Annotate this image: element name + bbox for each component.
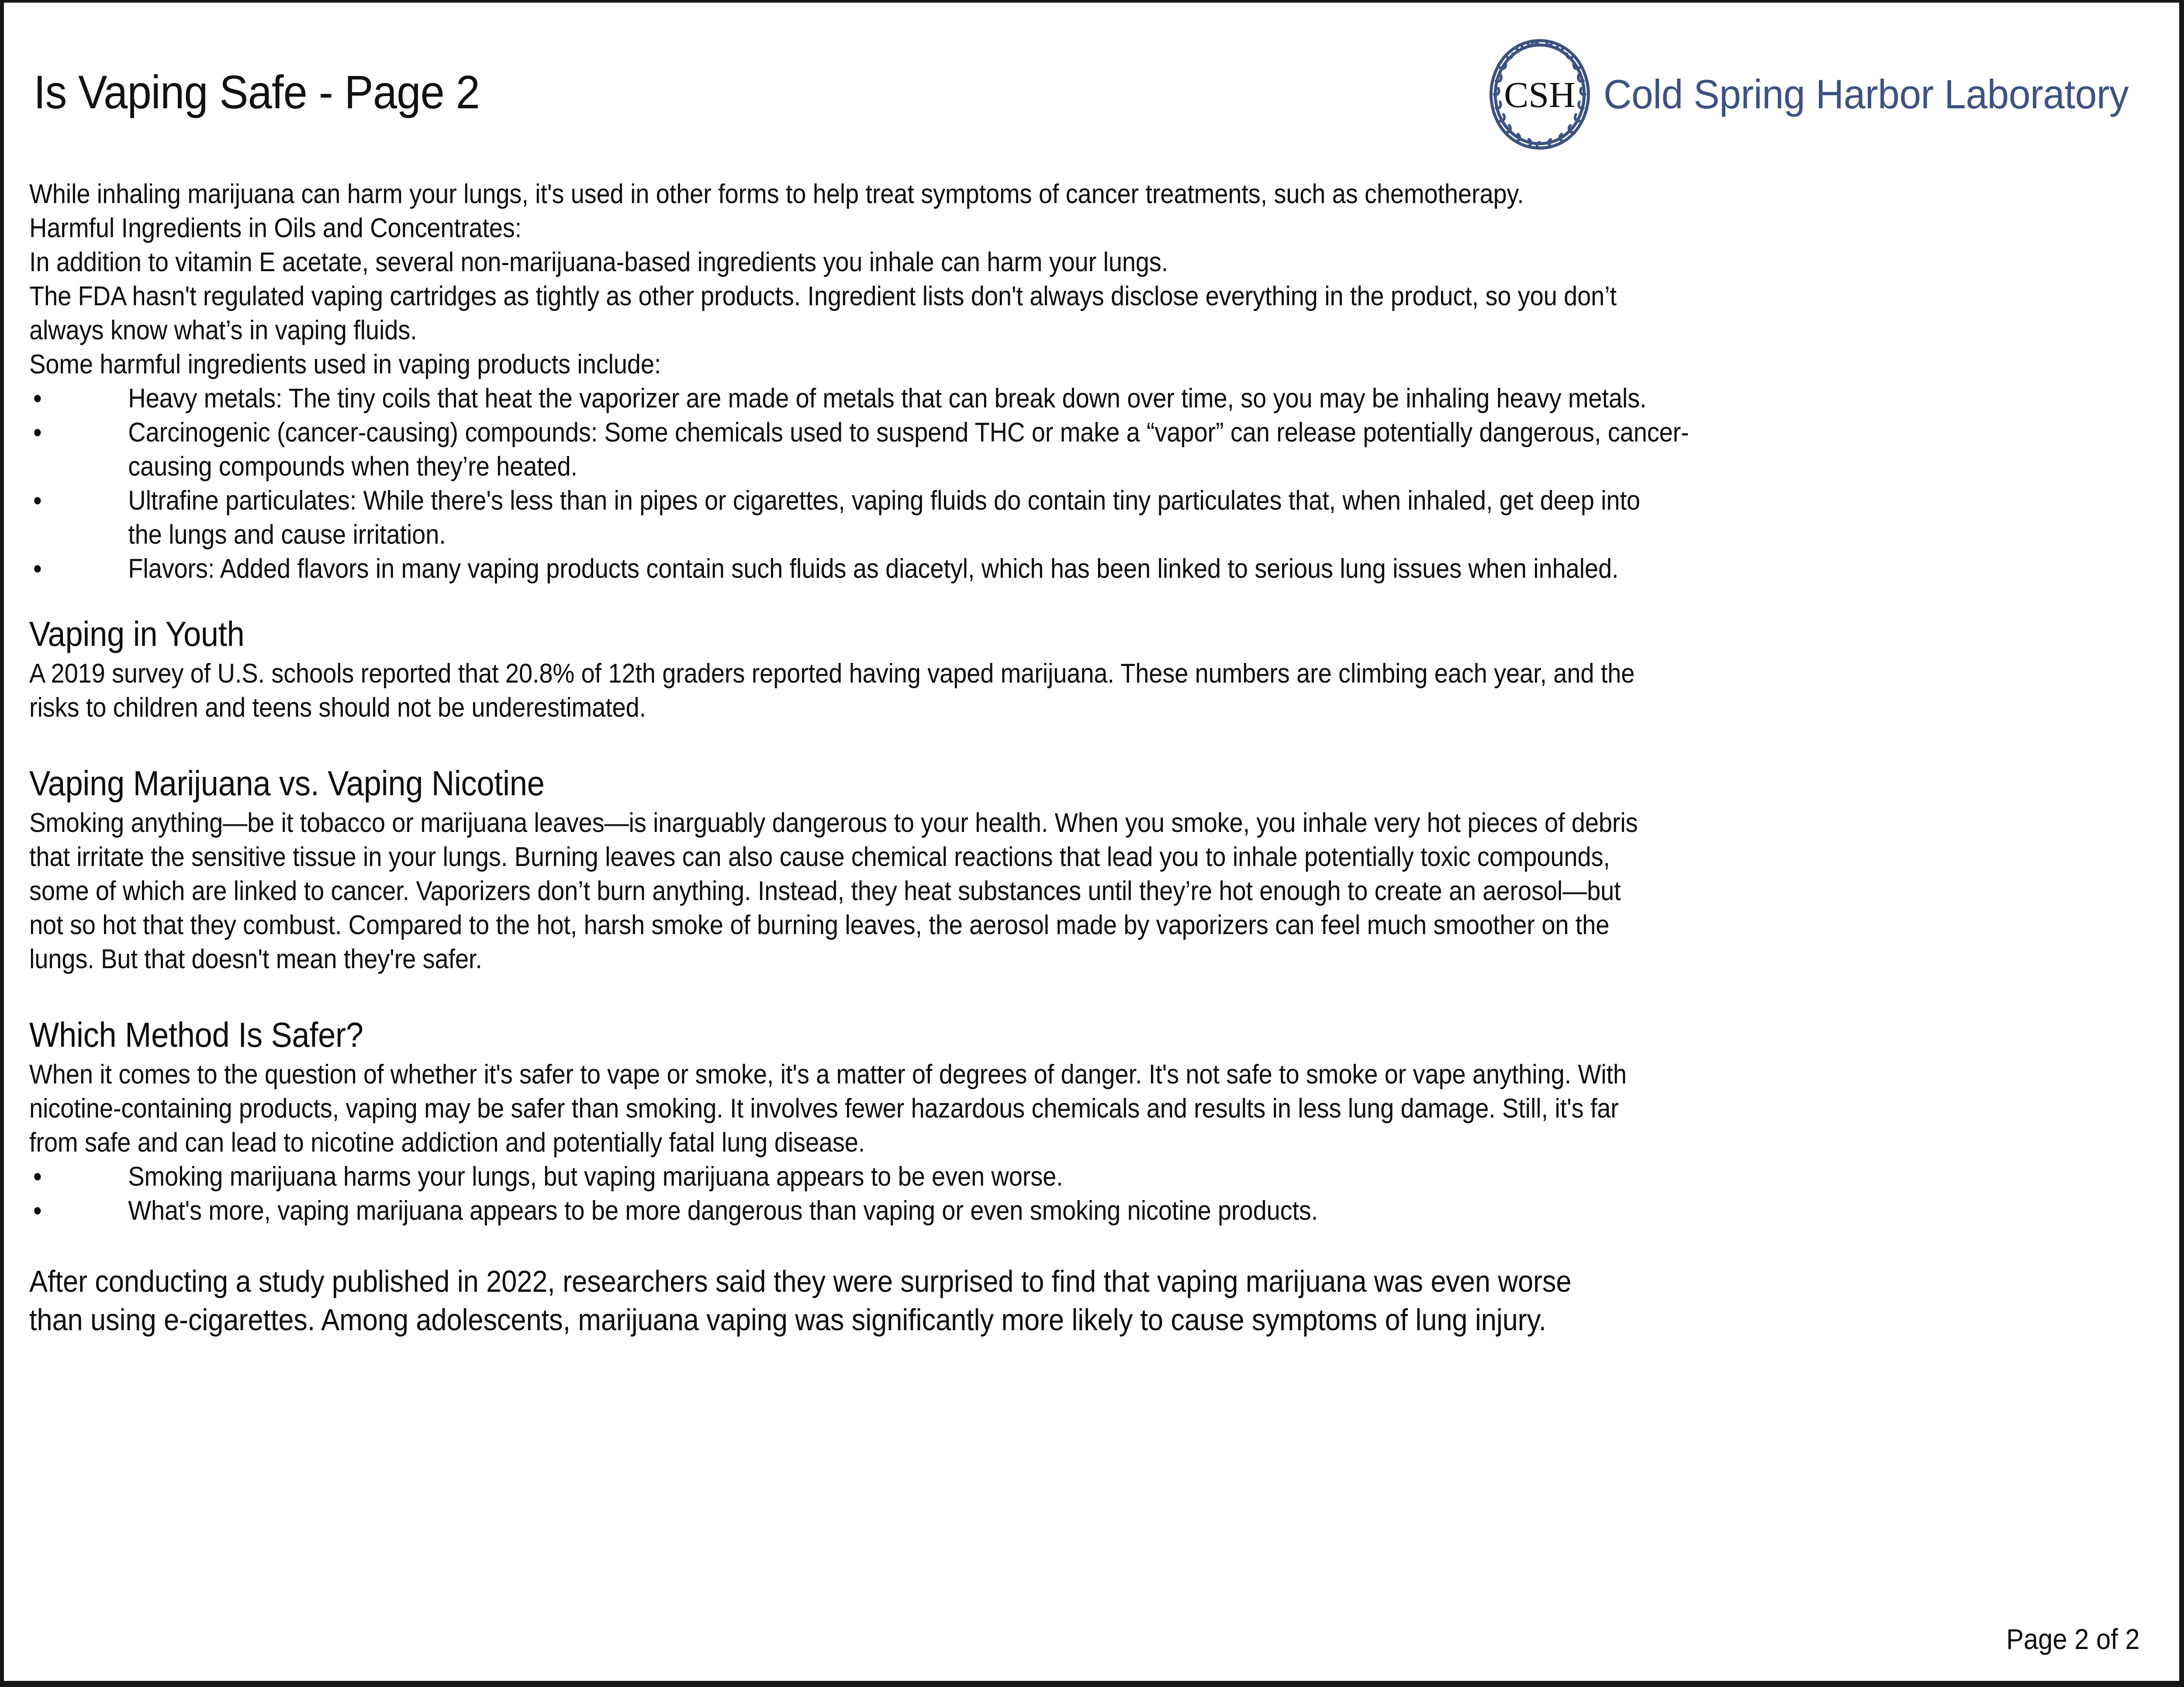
csh-logo — [1486, 29, 2156, 160]
list-item-text — [128, 382, 1958, 416]
bullet-marker: • — [33, 417, 42, 448]
spacer — [29, 725, 2161, 759]
intro-line: Harmful Ingredients in Oils and Concentrates: — [29, 213, 522, 243]
list-item-text — [128, 416, 1958, 484]
section-youth-line: A 2019 survey of U.S. schools reported that 20.8% of 12th graders reported having vaped marijuana. These numbers are climbing each year, and the — [29, 659, 1635, 689]
intro-line: In addition to vitamin E acetate, several non-marijuana-based ingredients you inhale can harm your lungs. — [29, 247, 1168, 277]
closing-line: than using e-cigarettes. Among adolescents, marijuana vaping was significantly more likely to cause symptoms of lung injury. — [29, 1303, 1546, 1337]
logo-wordmark: Cold Spring Harbor Laboratory — [1603, 71, 2129, 117]
list-item — [29, 416, 1958, 484]
list-item-text — [128, 1160, 1958, 1194]
page-title: Is Vaping Safe - Page 2 — [34, 66, 480, 118]
list-item-line: causing compounds when they’re heated. — [128, 452, 577, 482]
list-item-line: Ultrafine particulates: While there's less than in pipes or cigarettes, vaping fluids do contain tiny particulates that, when inhaled, get deep into — [128, 486, 1640, 516]
section-safer-line: from safe and can lead to nicotine addiction and potentially fatal lung disease. — [29, 1128, 865, 1158]
section-safer-line: nicotine-containing products, vaping may be safer than smoking. It involves fewer hazardous chemicals and results in less lung damage. Still, it's far — [29, 1094, 1619, 1124]
bullet-marker: • — [33, 554, 42, 584]
list-item-line: What's more, vaping marijuana appears to be more dangerous than vaping or even smoking nicotine products. — [128, 1196, 1318, 1226]
section-heading-marijuana-vs-nicotine: Vaping Marijuana vs. Vaping Nicotine — [29, 764, 545, 803]
bullet-marker: • — [33, 1196, 42, 1226]
list-item — [29, 552, 1958, 586]
bullet-marker: • — [33, 1162, 42, 1192]
intro-line: While inhaling marijuana can harm your lungs, it's used in other forms to help treat symptoms of cancer treatments, such as chemotherapy. — [29, 179, 1524, 209]
list-item — [29, 484, 1958, 552]
list-item-line: Flavors: Added flavors in many vaping products contain such fluids as diacetyl, which has been linked to serious lung issues when inhaled. — [128, 554, 1619, 584]
intro-line: always know what’s in vaping fluids. — [29, 315, 417, 345]
section-heading-which-method-is-safer: Which Method Is Safer? — [29, 1015, 363, 1054]
list-item-line: Carcinogenic (cancer-causing) compounds: Some chemicals used to suspend THC or make a “vapor” can release potentially dangerous, cancer- — [128, 417, 1689, 448]
document-body — [4, 3, 2179, 1681]
section-vs-line: lungs. But that doesn't mean they're safer. — [29, 944, 482, 974]
section-vs-line: some of which are linked to cancer. Vaporizers don’t burn anything. Instead, they heat substances until they’re hot enough to create an aerosol—but — [29, 876, 1621, 906]
list-item-text — [128, 484, 1958, 552]
document-header — [30, 29, 2162, 160]
list-item — [29, 382, 1958, 416]
intro-line: The FDA hasn't regulated vaping cartridges as tightly as other products. Ingredient lists don't always disclose everything in the product, so you don’t — [29, 281, 1617, 311]
bullet-marker: • — [33, 486, 42, 516]
list-item-line: Heavy metals: The tiny coils that heat the vaporizer are made of metals that can break down over time, so you may be inhaling heavy metals. — [128, 383, 1647, 414]
document-content — [29, 177, 2161, 1339]
section-vs-line: Smoking anything—be it tobacco or marijuana leaves—is inarguably dangerous to your health. When you smoke, you inhale very hot pieces of debris — [29, 808, 1638, 838]
list-item-text — [128, 1194, 1958, 1228]
section-vs-line: not so hot that they combust. Compared to the hot, harsh smoke of burning leaves, the aerosol made by vaporizers can feel much smoother on the — [29, 910, 1610, 940]
spacer — [29, 1228, 2161, 1262]
closing-paragraph — [29, 1262, 2161, 1339]
closing-line: After conducting a study published in 2022, researchers said they were surprised to find that vaping marijuana was even worse — [29, 1264, 1572, 1298]
section-safer-line: When it comes to the question of whether it's safer to vape or smoke, it's a matter of degrees of danger. It's not safe to smoke or vape anything. With — [29, 1059, 1627, 1090]
bullet-marker: • — [33, 383, 42, 414]
list-item — [29, 1194, 1958, 1228]
intro-line: Some harmful ingredients used in vaping products include: — [29, 349, 661, 379]
list-item-line: Smoking marijuana harms your lungs, but vaping marijuana appears to be even worse. — [128, 1162, 1063, 1192]
list-item-line: the lungs and cause irritation. — [128, 520, 446, 550]
list-item-text — [128, 552, 1958, 586]
list-item — [29, 1160, 1958, 1194]
dna-ring-icon — [1486, 34, 1594, 155]
spacer — [29, 586, 2161, 610]
spacer — [29, 976, 2161, 1011]
page-number-footer: Page 2 of 2 — [2006, 1623, 2140, 1655]
svg-text:CSH: CSH — [1504, 75, 1576, 115]
section-youth-line: risks to children and teens should not be underestimated. — [29, 693, 646, 723]
section-heading-vaping-in-youth: Vaping in Youth — [29, 614, 245, 653]
section-vs-line: that irritate the sensitive tissue in your lungs. Burning leaves can also cause chemical reactions that lead you to inhale potentially toxic compounds, — [29, 842, 1610, 872]
